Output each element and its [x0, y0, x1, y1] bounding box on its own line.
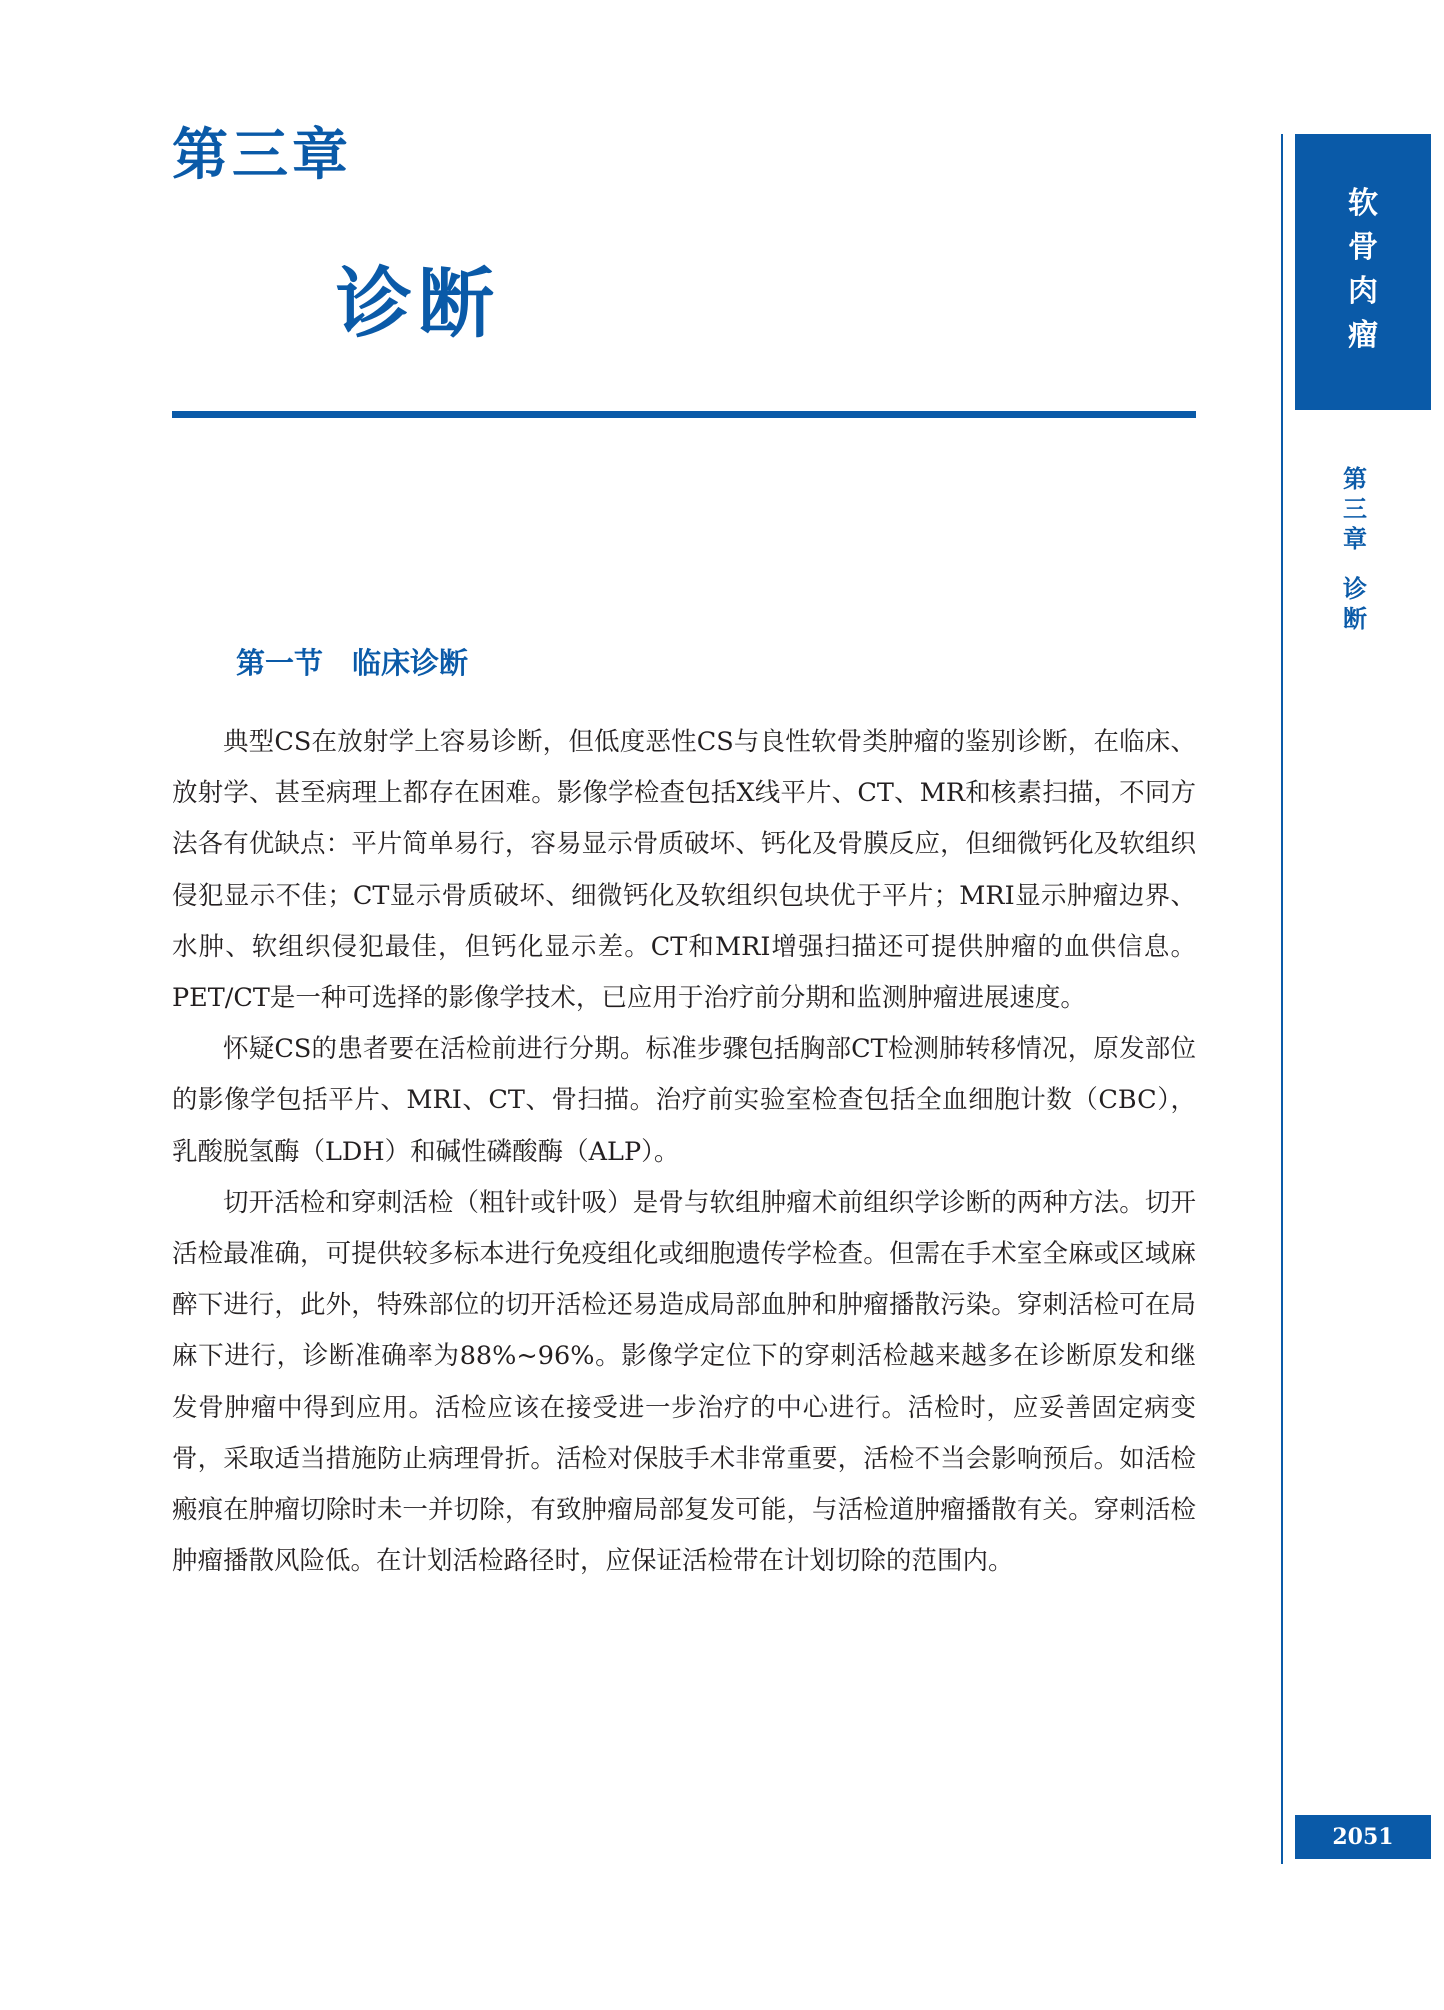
chapter-title: 诊断 — [336, 259, 500, 348]
title-rule — [172, 411, 1196, 418]
chapter-number: 第三章 — [172, 123, 352, 188]
page-number: 2051 — [1295, 1815, 1431, 1859]
section-heading: 第一节 临床诊断 — [236, 646, 469, 680]
paragraph: 怀疑CS的患者要在活检前进行分期。标准步骤包括胸部CT检测肺转移情况，原发部位的影像学包括平片、MRI、CT、骨扫描。治疗前实验室检查包括全血细胞计数（CBC），乳酸脱氢酶（LDH）和碱性磷酸酶（ALP）。 — [172, 1034, 1196, 1167]
side-chapter-number: 第三章 — [1343, 464, 1367, 553]
body-text — [172, 717, 1196, 1587]
side-chapter-label — [1341, 464, 1369, 634]
paragraph: 典型CS在放射学上容易诊断，但低度恶性CS与良性软骨类肿瘤的鉴别诊断，在临床、放射学、甚至病理上都存在困难。影像学检查包括X线平片、CT、MR和核素扫描，不同方法各有优缺点：平片简单易行，容易显示骨质破坏、钙化及骨膜反应，但细微钙化及软组织侵犯显示不佳；CT显示骨质破坏、细微钙化及软组织包块优于平片；MRI显示肿瘤边界、水肿、软组织侵犯最佳，但钙化显示差。CT和MRI增强扫描还可提供肿瘤的血供信息。PET/CT是一种可选择的影像学技术，已应用于治疗前分期和监测肿瘤进展速度。 — [172, 727, 1196, 1014]
side-chapter-gap — [1341, 554, 1369, 574]
side-book-tab — [1295, 134, 1431, 410]
side-divider-line — [1281, 134, 1283, 1864]
paragraph: 切开活检和穿刺活检（粗针或针吸）是骨与软组肿瘤术前组织学诊断的两种方法。切开活检最准确，可提供较多标本进行免疫组化或细胞遗传学检查。但需在手术室全麻或区域麻醉下进行，此外，特殊部位的切开活检还易造成局部血肿和肿瘤播散污染。穿刺活检可在局麻下进行，诊断准确率为88%~96%。影像学定位下的穿刺活检越来越多在诊断原发和继发骨肿瘤中得到应用。活检应该在接受进一步治疗的中心进行。活检时，应妥善固定病变骨，采取适当措施防止病理骨折。活检对保肢手术非常重要，活检不当会影响预后。如活检瘢痕在肿瘤切除时未一并切除，有致肿瘤局部复发可能，与活检道肿瘤播散有关。穿刺活检肿瘤播散风险低。在计划活检路径时，应保证活检带在计划切除的范围内。 — [172, 1187, 1196, 1577]
side-chapter-title: 诊断 — [1343, 574, 1367, 633]
side-book-title: 软骨肉瘤 — [1348, 186, 1378, 353]
